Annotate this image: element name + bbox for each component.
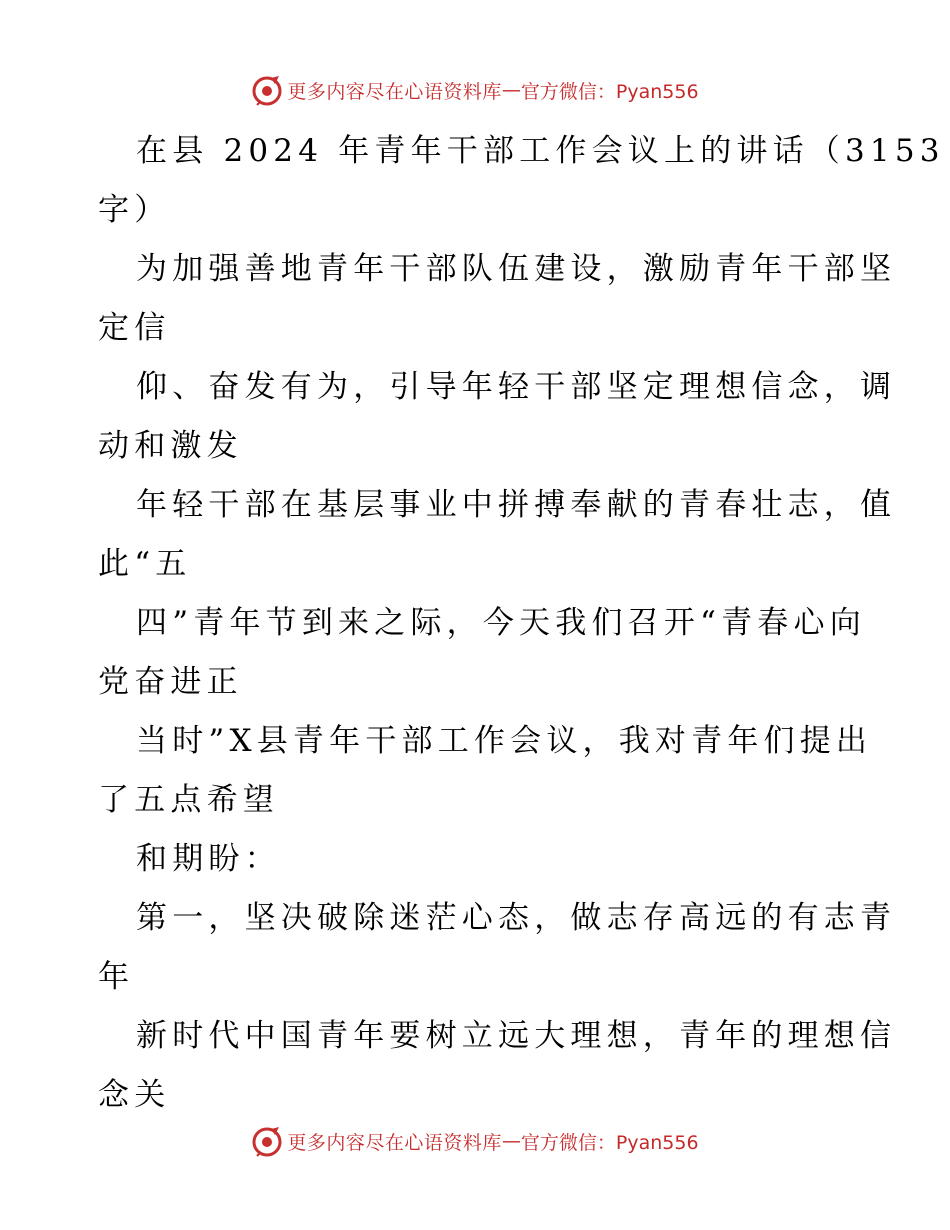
line-continuation: 定信 [98, 310, 171, 346]
line: 当时”X县青年干部工作会议，我对青年们提出 [136, 723, 873, 759]
paragraph [98, 240, 897, 358]
footer-watermark [0, 1124, 950, 1158]
line: 新时代中国青年要树立远大理想，青年的理想信 [136, 1018, 897, 1054]
paragraph-title [98, 122, 945, 240]
watermark-dash: — [501, 1130, 521, 1152]
line: 四”青年节到来之际，今天我们召开“青春心向 [136, 605, 866, 641]
line: 年轻干部在基层事业中拼搏奉献的青春壮志，值 [136, 487, 897, 523]
paragraph [98, 358, 897, 476]
header-watermark [0, 73, 950, 107]
watermark-text: 更多内容尽在心语资料库 [287, 80, 502, 103]
watermark-suffix: 官方微信：Pyan556 [520, 80, 699, 103]
watermark-suffix: 官方微信：Pyan556 [520, 1131, 699, 1154]
brand-logo-icon [251, 1125, 283, 1157]
paragraph [98, 476, 897, 594]
line: 为加强善地青年干部队伍建设，激励青年干部坚 [136, 251, 897, 287]
watermark-text: 更多内容尽在心语资料库 [287, 1131, 502, 1154]
paragraph [98, 594, 866, 712]
line-continuation: 年 [98, 959, 135, 995]
watermark-dash: — [501, 79, 521, 101]
line-continuation: 党奋进正 [98, 664, 243, 700]
line: 和期盼： [136, 841, 281, 877]
line: 在县 2024 年青年干部工作会议上的讲话（3153 [136, 133, 945, 169]
paragraph [98, 712, 873, 830]
line-continuation: 动和激发 [98, 428, 243, 464]
line: 第一，坚决破除迷茫心态，做志存高远的有志青 [136, 900, 897, 936]
line-continuation: 念关 [98, 1077, 171, 1113]
line-continuation: 此“五 [98, 546, 192, 582]
paragraph [98, 1007, 897, 1125]
brand-logo-icon [251, 74, 283, 106]
paragraph [98, 830, 858, 889]
line-continuation: 字） [98, 192, 171, 228]
document-body [98, 122, 945, 1125]
paragraph-heading [98, 889, 897, 1007]
line: 仰、奋发有为，引导年轻干部坚定理想信念，调 [136, 369, 897, 405]
line-continuation: 了五点希望 [98, 782, 279, 818]
